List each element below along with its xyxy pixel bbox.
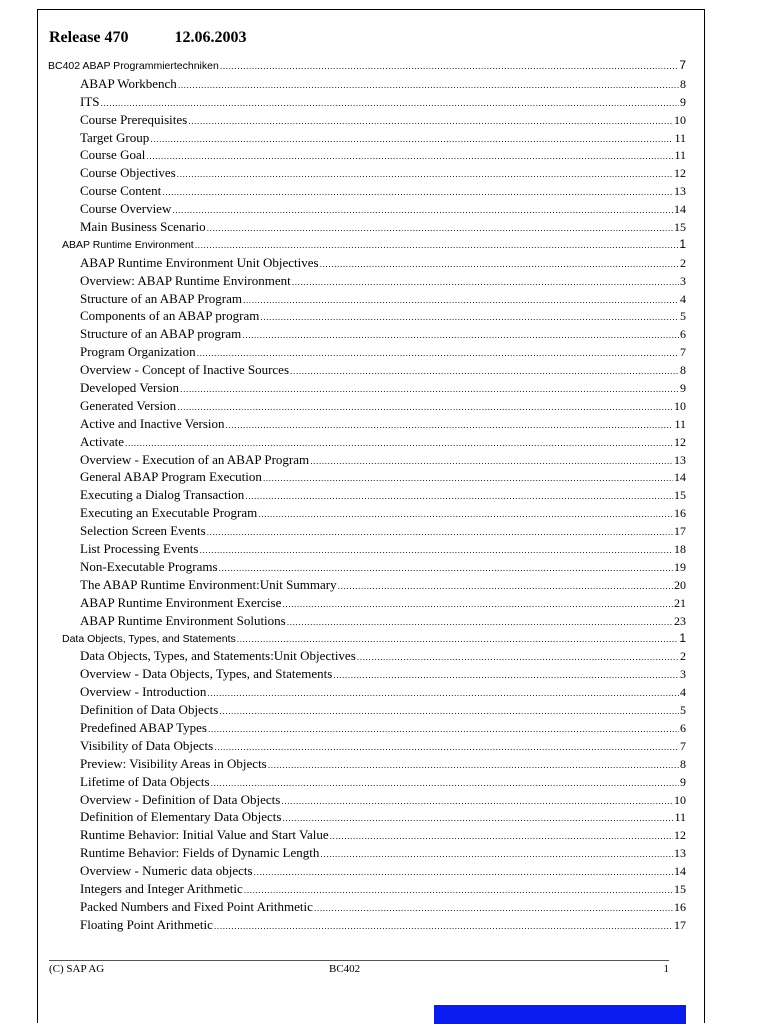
- toc-entry[interactable]: [46, 773, 686, 791]
- toc-entry[interactable]: [46, 433, 686, 451]
- toc-entry[interactable]: [46, 254, 686, 272]
- toc-entry-page: 20: [674, 577, 686, 592]
- toc-entry-page: 14: [674, 470, 686, 485]
- toc-entry[interactable]: [46, 612, 686, 630]
- toc-entry[interactable]: [46, 93, 686, 111]
- toc-entry-page: 9: [680, 94, 686, 109]
- toc-entry-page: 7: [680, 738, 686, 753]
- toc-entry-page: 4: [680, 291, 686, 306]
- toc-entry-page: 18: [674, 542, 686, 557]
- toc-entry-title: ABAP Workbench: [80, 75, 177, 91]
- toc-entry[interactable]: [46, 451, 686, 469]
- toc-entry-page: 13: [674, 846, 686, 861]
- toc-leader-dots: [214, 916, 673, 936]
- toc-entry-title: ITS: [80, 93, 100, 109]
- toc-entry-page: 11: [674, 810, 686, 825]
- toc-entry-page: 9: [680, 774, 686, 789]
- toc-entry[interactable]: [46, 558, 686, 576]
- toc-entry-page: 21: [674, 595, 686, 610]
- toc-entry-page: 7: [680, 345, 686, 360]
- toc-entry-page: 23: [674, 613, 686, 628]
- toc-entry[interactable]: [46, 307, 686, 325]
- toc-entry-title: Course Goal: [80, 147, 146, 163]
- release-label: Release 470: [49, 29, 129, 46]
- toc-leader-dots: [195, 237, 679, 255]
- toc-entry-title: Runtime Behavior: Fields of Dynamic Length: [80, 845, 320, 861]
- toc-entry-title: Program Organization: [80, 344, 196, 360]
- toc-entry-title: Overview - Introduction: [80, 684, 207, 700]
- toc-section-entry[interactable]: [46, 57, 686, 75]
- toc-entry-page: 13: [674, 184, 686, 199]
- toc-entry-page: 15: [674, 220, 686, 235]
- toc-entry-title: Main Business Scenario: [80, 219, 206, 235]
- toc-entry-page: 9: [680, 381, 686, 396]
- toc-leader-dots: [287, 612, 673, 632]
- toc-entry[interactable]: [46, 665, 686, 683]
- toc-entry[interactable]: [46, 325, 686, 343]
- toc-entry[interactable]: [46, 737, 686, 755]
- toc-entry-page: 16: [674, 899, 686, 914]
- toc-entry[interactable]: [46, 129, 686, 147]
- toc-entry-title: Components of an ABAP program: [80, 308, 260, 324]
- toc-entry-title: Course Overview: [80, 201, 172, 217]
- toc-entry-page: 4: [680, 685, 686, 700]
- toc-entry-page: 12: [674, 434, 686, 449]
- toc-entry-title: Predefined ABAP Types: [80, 719, 207, 735]
- toc-entry-page: 5: [680, 309, 686, 324]
- toc-entry[interactable]: [46, 164, 686, 182]
- toc-entry[interactable]: [46, 379, 686, 397]
- toc-entry-page: 17: [674, 917, 686, 932]
- toc-entry-page: 7: [679, 58, 686, 72]
- toc-entry-title: Executing a Dialog Transaction: [80, 487, 245, 503]
- toc-entry[interactable]: [46, 486, 686, 504]
- toc-entry[interactable]: [46, 343, 686, 361]
- toc-entry[interactable]: [46, 898, 686, 916]
- toc-entry-page: 19: [674, 559, 686, 574]
- toc-entry-title: Active and Inactive Version: [80, 415, 225, 431]
- footer-page-number: 1: [663, 963, 669, 975]
- footer-course: BC402: [329, 963, 361, 975]
- toc-entry[interactable]: [46, 272, 686, 290]
- toc-entry[interactable]: [46, 719, 686, 737]
- toc-entry-page: 1: [679, 630, 686, 645]
- toc-entry[interactable]: [46, 361, 686, 379]
- toc-entry-title: Course Prerequisites: [80, 111, 188, 127]
- toc-entry-title: Definition of Data Objects: [80, 702, 219, 718]
- toc-entry-page: 10: [674, 112, 686, 127]
- toc-entry[interactable]: [46, 218, 686, 236]
- toc-entry-title: Runtime Behavior: Initial Value and Start Value: [80, 827, 329, 843]
- toc-entry[interactable]: [46, 755, 686, 773]
- toc-entry-title: Overview - Definition of Data Objects: [80, 791, 281, 807]
- toc-entry[interactable]: [46, 916, 686, 934]
- toc-entry-title: List Processing Events: [80, 541, 199, 557]
- toc-entry-page: 8: [680, 756, 686, 771]
- toc-entry-page: 12: [674, 166, 686, 181]
- toc-entry-page: 6: [680, 327, 686, 342]
- toc-entry-page: 10: [674, 792, 686, 807]
- toc-entry-title: ABAP Runtime Environment Unit Objectives: [80, 254, 319, 270]
- toc-entry[interactable]: [46, 504, 686, 522]
- toc-entry-title: Executing an Executable Program: [80, 505, 258, 521]
- toc-entry-page: 8: [680, 76, 686, 91]
- toc-entry-title: BC402 ABAP Programmiertechniken: [48, 60, 219, 72]
- toc-entry-title: Generated Version: [80, 397, 177, 413]
- toc-entry-title: Definition of Elementary Data Objects: [80, 809, 282, 825]
- toc-entry-page: 8: [680, 363, 686, 378]
- toc-entry-title: Visibility of Data Objects: [80, 737, 214, 753]
- footer-divider: [49, 960, 669, 961]
- toc-entry-title: Floating Point Arithmetic: [80, 916, 213, 932]
- toc-entry[interactable]: [46, 522, 686, 540]
- toc-entry-page: 11: [674, 148, 686, 163]
- toc-entry[interactable]: [46, 200, 686, 218]
- table-of-contents: [46, 57, 686, 934]
- toc-entry-page: 6: [680, 720, 686, 735]
- toc-entry-title: Preview: Visibility Areas in Objects: [80, 755, 267, 771]
- toc-leader-dots: [220, 58, 679, 76]
- toc-entry-page: 14: [674, 864, 686, 879]
- toc-entry-page: 1: [679, 236, 686, 251]
- toc-entry-page: 11: [674, 416, 686, 431]
- toc-entry-title: Overview - Concept of Inactive Sources: [80, 362, 290, 378]
- toc-entry-page: 3: [680, 273, 686, 288]
- toc-entry[interactable]: [46, 647, 686, 665]
- footer-copyright: (C) SAP AG: [49, 963, 105, 975]
- toc-entry-title: General ABAP Program Execution: [80, 469, 262, 485]
- toc-entry[interactable]: [46, 397, 686, 415]
- toc-entry[interactable]: [46, 576, 686, 594]
- toc-section-entry[interactable]: [46, 236, 686, 254]
- toc-entry-page: 2: [680, 255, 686, 270]
- toc-entry-title: ABAP Runtime Environment: [62, 238, 194, 251]
- toc-entry[interactable]: [46, 75, 686, 93]
- toc-entry-page: 15: [674, 488, 686, 503]
- toc-entry[interactable]: [46, 415, 686, 433]
- toc-section-entry[interactable]: [46, 630, 686, 648]
- toc-entry[interactable]: [46, 844, 686, 862]
- toc-entry[interactable]: [46, 290, 686, 308]
- toc-entry-page: 12: [674, 828, 686, 843]
- toc-entry-title: The ABAP Runtime Environment:Unit Summary: [80, 576, 337, 592]
- toc-entry-page: 14: [674, 202, 686, 217]
- toc-entry-title: Non-Executable Programs: [80, 558, 218, 574]
- toc-entry-page: 13: [674, 452, 686, 467]
- toc-entry-page: 16: [674, 506, 686, 521]
- toc-entry-title: Lifetime of Data Objects: [80, 773, 210, 789]
- toc-entry-title: Structure of an ABAP program: [80, 326, 242, 342]
- toc-entry[interactable]: [46, 808, 686, 826]
- page-header: [49, 29, 247, 47]
- release-date: 12.06.2003: [174, 29, 247, 46]
- toc-entry[interactable]: [46, 594, 686, 612]
- toc-entry-page: 10: [674, 398, 686, 413]
- toc-entry-title: Integers and Integer Arithmetic: [80, 880, 243, 896]
- toc-entry-title: Course Objectives: [80, 165, 176, 181]
- toc-entry-title: Target Group: [80, 129, 150, 145]
- toc-entry[interactable]: [46, 862, 686, 880]
- toc-entry-title: Overview: ABAP Runtime Environment: [80, 272, 291, 288]
- toc-entry-page: 2: [680, 649, 686, 664]
- toc-entry-page: 3: [680, 667, 686, 682]
- toc-entry-title: Overview - Data Objects, Types, and Statements: [80, 666, 333, 682]
- toc-entry[interactable]: [46, 468, 686, 486]
- toc-entry[interactable]: [46, 111, 686, 129]
- toc-entry-title: Structure of an ABAP Program: [80, 290, 242, 306]
- toc-entry-title: Developed Version: [80, 380, 180, 396]
- toc-entry-title: Data Objects, Types, and Statements: [62, 632, 236, 645]
- accent-bar: [434, 1005, 686, 1024]
- toc-entry-title: Data Objects, Types, and Statements:Unit Objectives: [80, 648, 356, 664]
- toc-entry[interactable]: [46, 146, 686, 164]
- toc-entry-title: ABAP Runtime Environment Solutions: [80, 612, 286, 628]
- toc-entry[interactable]: [46, 182, 686, 200]
- toc-entry-title: Activate: [80, 433, 125, 449]
- toc-entry-title: Course Content: [80, 183, 162, 199]
- toc-entry[interactable]: [46, 880, 686, 898]
- toc-entry-page: 15: [674, 881, 686, 896]
- toc-entry-title: ABAP Runtime Environment Exercise: [80, 594, 282, 610]
- toc-entry-title: Packed Numbers and Fixed Point Arithmetic: [80, 898, 313, 914]
- toc-entry[interactable]: [46, 683, 686, 701]
- toc-entry-page: 11: [674, 130, 686, 145]
- toc-entry-page: 17: [674, 524, 686, 539]
- toc-entry-page: 5: [680, 703, 686, 718]
- toc-entry-title: Selection Screen Events: [80, 523, 206, 539]
- toc-entry[interactable]: [46, 826, 686, 844]
- toc-leader-dots: [207, 218, 673, 238]
- toc-entry-title: Overview - Execution of an ABAP Program: [80, 451, 310, 467]
- toc-entry[interactable]: [46, 701, 686, 719]
- toc-entry[interactable]: [46, 791, 686, 809]
- toc-entry[interactable]: [46, 540, 686, 558]
- toc-leader-dots: [237, 631, 679, 649]
- toc-entry-title: Overview - Numeric data objects: [80, 863, 253, 879]
